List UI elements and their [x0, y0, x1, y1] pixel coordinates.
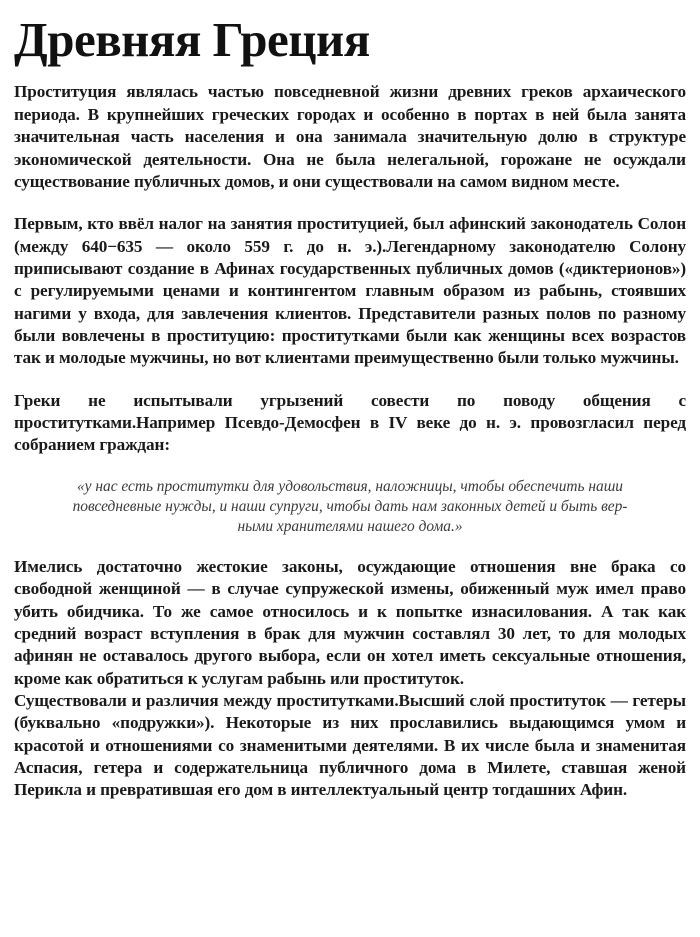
body-paragraph-2: Первым, кто ввёл налог на занятия проституцией, был афинский законодатель Солон (между 640−635 — около 559 г. до н. э.).Легендарному законодателю Солону приписывают создание в Афинах государственных публичных домов («диктерионов») с регулируемыми ценами и контингентом главным образом из рабынь, стоявших нагими у входа, для завлечения клиентов. Представители разных полов по разному были вовлечены в проституцию: проститутками были как женщины всех возрастов так и молодые мужчины, но вот клиентами преимущественно были только мужчины.: [14, 214, 686, 368]
body-paragraph-1: Проституция являлась частью повседневной жизни древних греков архаического периода. В крупнейших греческих городах и особенно в портах в ней была занята значительная часть населения и она занимала значительную долю в структуре экономической деятельности. Она не была нелегальной, горожане не осуждали существование публичных домов, и они существовали на самом видном месте.: [14, 82, 686, 191]
block-quote-line-1: «у нас есть проститутки для удовольствия, наложницы, чтобы обеспечить наши: [76, 477, 624, 495]
block-quote: [14, 477, 686, 538]
body-paragraph-5: Существовали и различия между проститутками.Высший слой проституток — гетеры (буквально «подружки»). Некоторые из них прославились выдающимся умом и красотой и отношениями со знаменитыми деятелями. В их числе была и знаменитая Аспасия, гетера и содержательница публичного дома в Милете, ставшая женой Перикла и превратившая его дом в интеллектуальный центр тогдашних Афин.: [14, 690, 686, 800]
body-paragraph-3: Греки не испытывали угрызений совести по поводу общения с проститутками.Например Псевдо-Демосфен в IV веке до н. э. провозгласил перед собранием граждан:: [14, 390, 686, 455]
block-quote-line-2: повседневные нужды, и наши супруги, чтобы дать нам законных детей и быть вер-: [72, 498, 628, 516]
body-paragraph-4: Имелись достаточно жестокие законы, осуждающие отношения вне брака со свободной женщиной — в случае супружеской измены, обиженный муж имел право убить обидчика. То же самое относилось и к попытке изнасилования. А так как средний возраст вступления в брак для мужчин составлял 30 лет, то для молодых афинян не оставалось другого выбора, если он хотел иметь сексуальные отношения, кроме как обратиться к услугам рабынь или проституток.: [14, 556, 686, 688]
block-quote-line-3: ными хранителями нашего дома.»: [237, 518, 463, 536]
page-title: Древняя Греция: [14, 12, 370, 67]
